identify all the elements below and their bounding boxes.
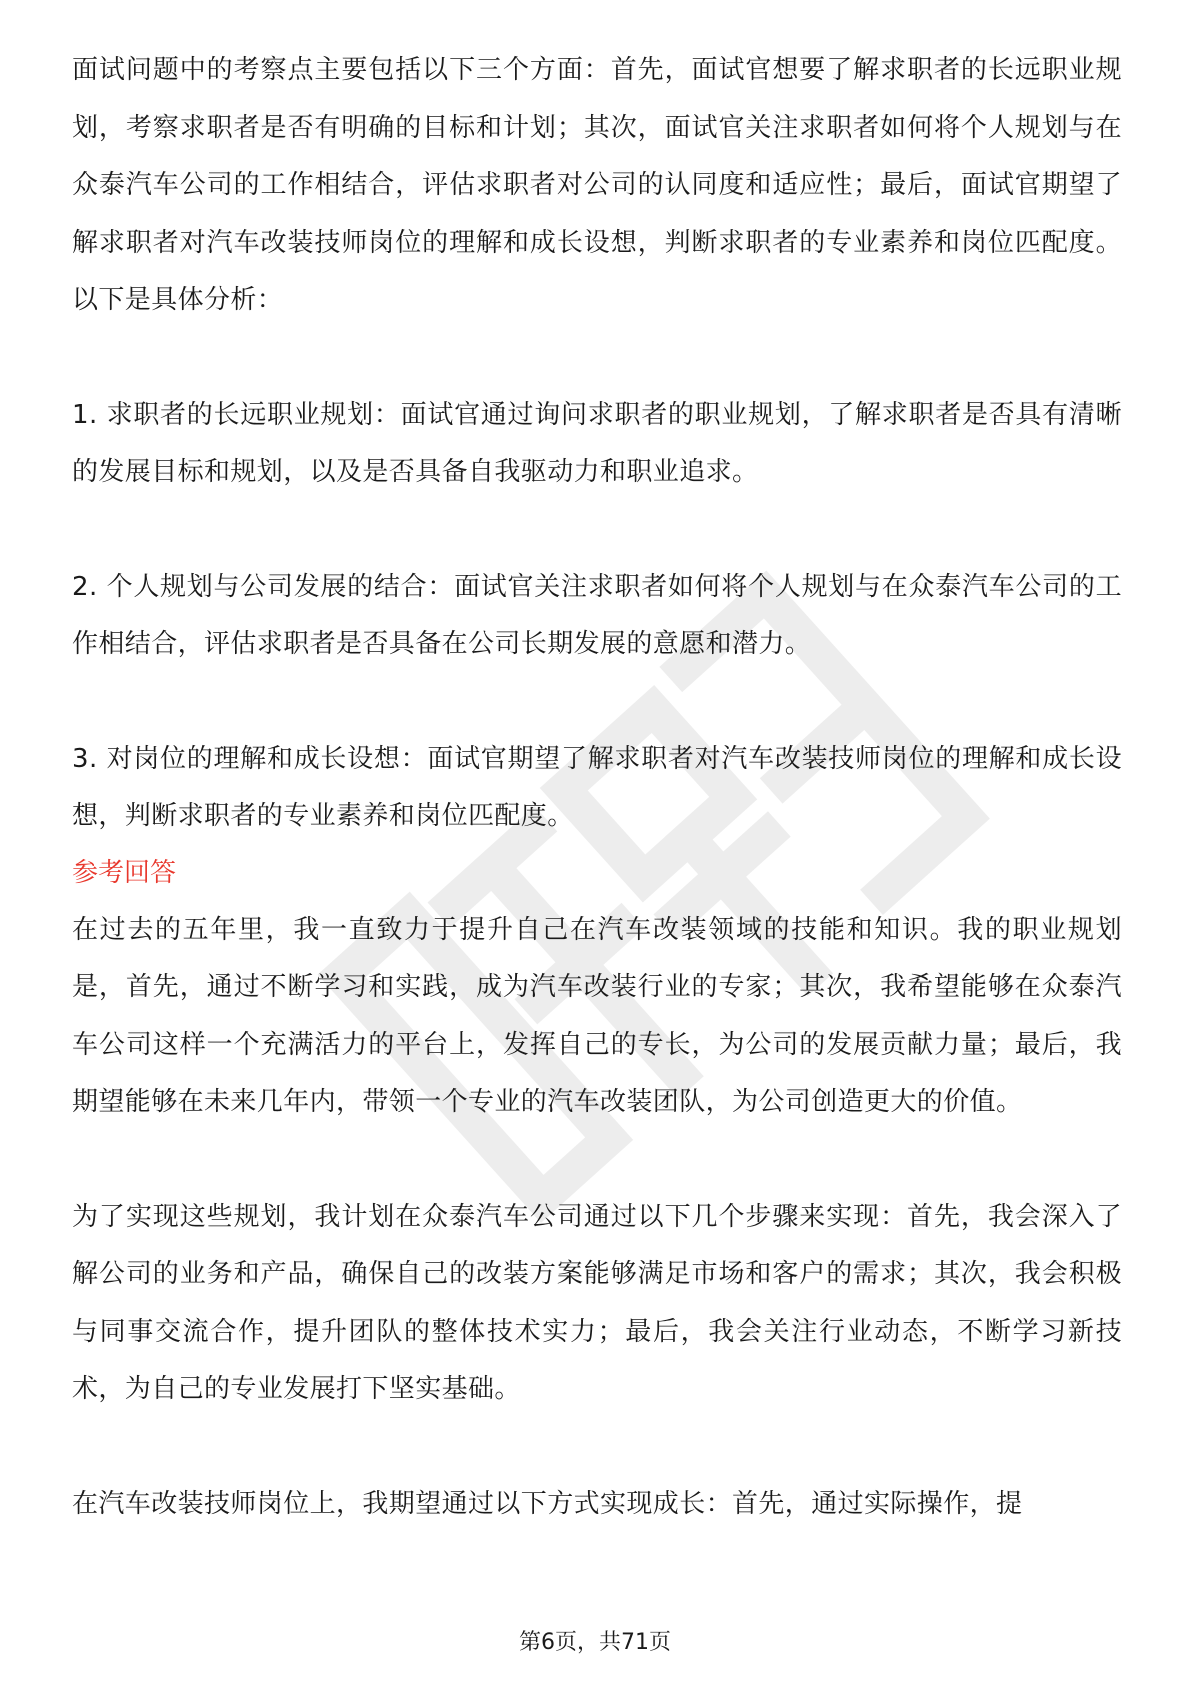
intro-paragraph: 面试问题中的考察点主要包括以下三个方面：首先，面试官想要了解求职者的长远职业规划，考察求职者是否有明确的目标和计划；其次，面试官关注求职者如何将个人规划与在众泰汽车公司的工作相结合，评估求职者对公司的认同度和适应性；最后，面试官期望了解求职者对汽车改装技师岗位的理解和成长设想，判断求职者的专业素养和岗位匹配度。以下是具体分析： bbox=[72, 55, 1122, 315]
analysis-point-3: 3. 对岗位的理解和成长设想：面试官期望了解求职者对汽车改装技师岗位的理解和成长设想，判断求职者的专业素养和岗位匹配度。 bbox=[72, 743, 1122, 831]
analysis-point-2: 2. 个人规划与公司发展的结合：面试官关注求职者如何将个人规划与在众泰汽车公司的工作相结合，评估求职者是否具备在公司长期发展的意愿和潜力。 bbox=[72, 571, 1122, 659]
reference-answer-heading: 参考回答 bbox=[72, 857, 177, 888]
answer-paragraph-3: 在汽车改装技师岗位上，我期望通过以下方式实现成长：首先，通过实际操作，提 bbox=[72, 1488, 1023, 1519]
answer-paragraph-2: 为了实现这些规划，我计划在众泰汽车公司通过以下几个步骤来实现：首先，我会深入了解公司的业务和产品，确保自己的改装方案能够满足市场和客户的需求；其次，我会积极与同事交流合作，提升团队的整体技术实力；最后，我会关注行业动态，不断学习新技术，为自己的专业发展打下坚实基础。 bbox=[72, 1201, 1122, 1404]
analysis-point-1: 1. 求职者的长远职业规划：面试官通过询问求职者的职业规划，了解求职者是否具有清晰的发展目标和规划，以及是否具备自我驱动力和职业追求。 bbox=[72, 399, 1122, 487]
page-content bbox=[72, 42, 1122, 1533]
page-number-footer: 第6页，共71页 bbox=[519, 1630, 671, 1655]
answer-paragraph-1: 在过去的五年里，我一直致力于提升自己在汽车改装领域的技能和知识。我的职业规划是，首先，通过不断学习和实践，成为汽车改装行业的专家；其次，我希望能够在众泰汽车公司这样一个充满活力的平台上，发挥自己的专长，为公司的发展贡献力量；最后，我期望能够在未来几年内，带领一个专业的汽车改装团队，为公司创造更大的价值。 bbox=[72, 914, 1122, 1117]
